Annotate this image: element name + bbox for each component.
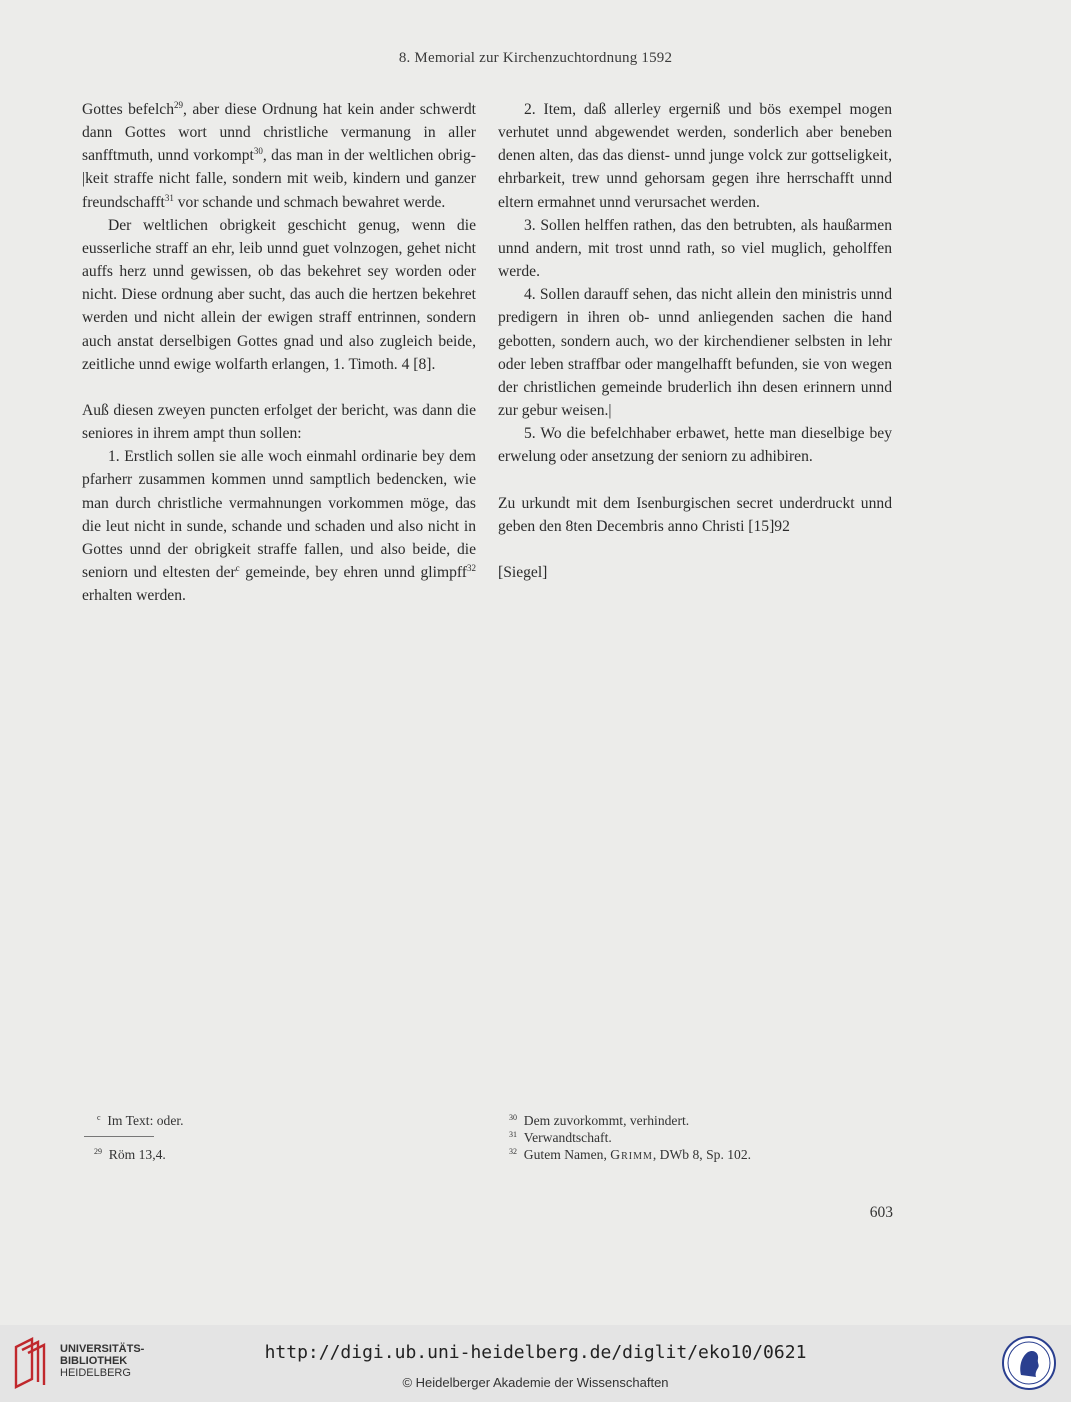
footnote-mark: 29 — [94, 1147, 102, 1156]
library-name-line: UNIVERSITÄTS- — [60, 1343, 145, 1355]
page-number: 603 — [869, 1204, 893, 1221]
footnote-29 — [94, 1146, 166, 1163]
footnote-mark: c — [97, 1113, 101, 1122]
paragraph: [Siegel] — [498, 563, 548, 581]
permalink-url[interactable]: http://digi.ub.uni-heidelberg.de/diglit/eko10/0621 — [264, 1342, 807, 1363]
footnote-ref: 30 — [253, 146, 263, 157]
footnote-30 — [509, 1112, 689, 1129]
footnote-text: Röm 13,4. — [108, 1147, 166, 1162]
footnote-text: Gutem Namen, — [523, 1147, 611, 1162]
footnote-mark: 31 — [509, 1130, 517, 1139]
library-name-line: BIBLIOTHEK — [60, 1355, 128, 1367]
footnote-ref: c — [235, 562, 240, 573]
academy-seal-icon — [1001, 1335, 1057, 1391]
footnote-32 — [509, 1146, 751, 1163]
footnote-text: Dem zuvorkommt, verhindert. — [523, 1113, 690, 1128]
running-head: 8. Memorial zur Kirchenzuchtordnung 1592 — [398, 50, 673, 66]
footnote-divider — [84, 1136, 154, 1137]
library-name-line: HEIDELBERG — [60, 1367, 131, 1379]
paragraph: 2. Item, daß allerley ergerniß und bös exempel mogen verhutet unnd abgewendet werden, sonderlich aber beneben denen alten, das das dienst- unnd junge volck zur gottseligkeit, ehrbarkeit, trew unnd gehorsam gegen ihre herrschafft unnd eltern ermahnet unnd verursachet werden. — [498, 101, 892, 211]
paragraph: Der weltlichen obrigkeit geschicht genug, wenn die eusserliche straff an ehr, leib unnd guet volnzogen, gehet nicht auffs herz unnd gewissen, ob das bekehret sey worden oder nicht. Diese ordnung aber sucht, das auch die hertzen bekehret werden und nicht allein der ewigen straff entrinnen, sondern auch anstat derselbigen Gottes gnad und also zugleich beide, zeitliche unnd ewige wolfarth erlangen, 1. Timoth. 4 [8]. — [82, 216, 476, 373]
paragraph: 4. Sollen darauff sehen, das nicht allein den ministris unnd predigern in ihren ob- unnd anliegenden sachen die hand gebotten, sondern auch, wo der kirchendiener selbsten in lehr oder leben straffbar oder mangelhafft befunden, sie von wegen der christlichen gemeinde bruderlich ihn desen erinnern unnd zur gebur weisen.| — [498, 286, 892, 420]
paragraph: 5. Wo die befelchhaber erbawet, hette man dieselbige bey erwelung oder ansetzung der seniorn zu adhibiren. — [498, 425, 892, 466]
footnote-mark: 30 — [509, 1113, 517, 1122]
footnote-text: , DWb 8, Sp. 102. — [652, 1147, 752, 1162]
author-name: Grimm — [610, 1147, 653, 1162]
text: , das man in der weltlichen obrig-|keit straffe nicht falle, sondern mit weib, kindern und ganzer freundschafft — [82, 147, 476, 211]
footnote-mark: 32 — [509, 1147, 517, 1156]
text: 1. Erstlich sollen sie alle woch einmahl ordinarie bey dem pfarherr zusammen kommen unnd samptlich bedencken, wie man durch christliche vermahnungen vorkommen möge, das die leut nicht in sunde, schande und schaden und also nicht in Gottes unnd der obrigkeit straffe fallen, und also beide, die seniorn und eltesten der — [82, 448, 476, 581]
paragraph — [82, 445, 476, 607]
paragraph — [82, 98, 476, 214]
copyright-notice: © Heidelberger Akademie der Wissenschaften — [402, 1375, 669, 1390]
viewer-footer — [0, 1325, 1071, 1402]
footnote-ref: 31 — [164, 192, 174, 203]
paragraph: Auß diesen zweyen puncten erfolget der bericht, was dann die seniores in ihrem ampt thun sollen: — [82, 401, 476, 443]
paragraph: 3. Sollen helffen rathen, das den betrubten, als haußarmen unnd andern, mit trost unnd rath, so viel muglich, geholffen werde. — [498, 216, 892, 281]
footnote-text: Verwandtschaft. — [523, 1130, 612, 1145]
left-column — [82, 98, 476, 607]
text: gemeinde, bey ehren unnd glimpff — [239, 563, 467, 581]
right-column — [498, 98, 892, 584]
footnote-31 — [509, 1129, 612, 1146]
paragraph: Zu urkundt mit dem Isenburgischen secret underdruckt unnd geben den 8ten Decembris anno Christi [15]92 — [498, 494, 892, 535]
text: Gottes befelch — [82, 101, 175, 118]
footnote-text: Im Text: oder. — [107, 1113, 184, 1128]
footnote-ref: 32 — [467, 562, 476, 573]
text: erhalten werden. — [82, 587, 186, 605]
text: vor schande und schmach bewahret werde. — [173, 193, 446, 211]
text: , aber diese Ordnung hat kein ander schwerdt dann Gottes wort unnd christliche vermanung in aller sanfftmuth, unnd vorkompt — [82, 101, 476, 165]
footnote-c — [97, 1112, 184, 1129]
footnote-ref: 29 — [174, 100, 184, 110]
